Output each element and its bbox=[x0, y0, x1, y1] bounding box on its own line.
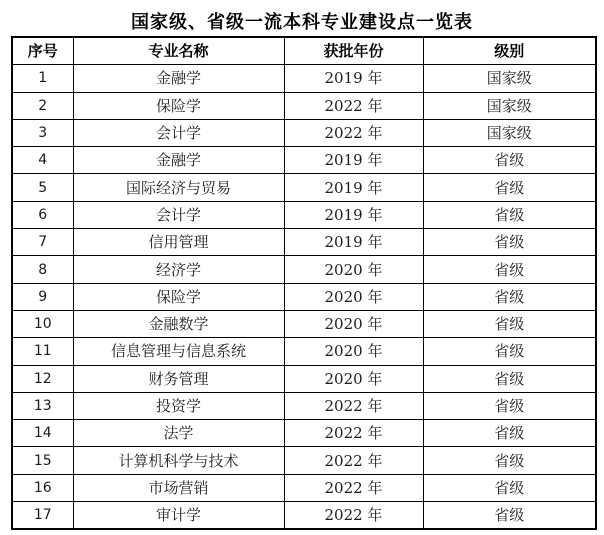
seq-cell: 17 bbox=[12, 502, 73, 530]
year-cell: 2022 年 bbox=[284, 92, 423, 119]
year-cell: 2020 年 bbox=[284, 310, 423, 337]
table-row bbox=[12, 147, 596, 174]
level-cell: 省级 bbox=[423, 147, 596, 174]
level-cell: 省级 bbox=[423, 283, 596, 310]
year-cell: 2022 年 bbox=[284, 502, 423, 530]
seq-cell: 4 bbox=[12, 147, 73, 174]
page-title: 国家级、省级一流本科专业建设点一览表 bbox=[131, 12, 473, 33]
level-cell: 省级 bbox=[423, 502, 596, 530]
major-cell: 法学 bbox=[73, 420, 284, 447]
majors-table bbox=[11, 36, 597, 530]
table-row bbox=[12, 310, 596, 337]
major-cell: 金融数学 bbox=[73, 310, 284, 337]
year-cell: 2020 年 bbox=[284, 338, 423, 365]
level-cell: 省级 bbox=[423, 420, 596, 447]
level-cell: 国家级 bbox=[423, 119, 596, 146]
seq-cell: 10 bbox=[12, 310, 73, 337]
table-row bbox=[12, 119, 596, 146]
level-cell: 省级 bbox=[423, 174, 596, 201]
table-row bbox=[12, 229, 596, 256]
seq-cell: 8 bbox=[12, 256, 73, 283]
year-cell: 2019 年 bbox=[284, 229, 423, 256]
year-cell: 2020 年 bbox=[284, 365, 423, 392]
year-cell: 2022 年 bbox=[284, 119, 423, 146]
major-cell: 金融学 bbox=[73, 147, 284, 174]
header-seq: 序号 bbox=[12, 37, 73, 65]
table-row bbox=[12, 283, 596, 310]
major-cell: 信用管理 bbox=[73, 229, 284, 256]
header-row bbox=[12, 37, 596, 65]
major-cell: 市场营销 bbox=[73, 474, 284, 501]
level-cell: 省级 bbox=[423, 392, 596, 419]
level-cell: 省级 bbox=[423, 447, 596, 474]
table-row bbox=[12, 201, 596, 228]
major-cell: 保险学 bbox=[73, 283, 284, 310]
seq-cell: 12 bbox=[12, 365, 73, 392]
year-cell: 2020 年 bbox=[284, 283, 423, 310]
major-cell: 会计学 bbox=[73, 201, 284, 228]
seq-cell: 14 bbox=[12, 420, 73, 447]
major-cell: 信息管理与信息系统 bbox=[73, 338, 284, 365]
table-row bbox=[12, 502, 596, 530]
header-level: 级别 bbox=[423, 37, 596, 65]
level-cell: 省级 bbox=[423, 365, 596, 392]
year-cell: 2019 年 bbox=[284, 65, 423, 92]
major-cell: 计算机科学与技术 bbox=[73, 447, 284, 474]
year-cell: 2019 年 bbox=[284, 201, 423, 228]
major-cell: 会计学 bbox=[73, 119, 284, 146]
level-cell: 国家级 bbox=[423, 92, 596, 119]
seq-cell: 3 bbox=[12, 119, 73, 146]
major-cell: 财务管理 bbox=[73, 365, 284, 392]
year-cell: 2022 年 bbox=[284, 447, 423, 474]
table-row bbox=[12, 447, 596, 474]
major-cell: 经济学 bbox=[73, 256, 284, 283]
seq-cell: 5 bbox=[12, 174, 73, 201]
year-cell: 2019 年 bbox=[284, 147, 423, 174]
level-cell: 省级 bbox=[423, 256, 596, 283]
year-cell: 2019 年 bbox=[284, 174, 423, 201]
header-major: 专业名称 bbox=[73, 37, 284, 65]
seq-cell: 11 bbox=[12, 338, 73, 365]
seq-cell: 15 bbox=[12, 447, 73, 474]
table-row bbox=[12, 65, 596, 92]
major-cell: 审计学 bbox=[73, 502, 284, 530]
table-row bbox=[12, 420, 596, 447]
level-cell: 省级 bbox=[423, 310, 596, 337]
major-cell: 金融学 bbox=[73, 65, 284, 92]
seq-cell: 1 bbox=[12, 65, 73, 92]
level-cell: 省级 bbox=[423, 474, 596, 501]
year-cell: 2022 年 bbox=[284, 420, 423, 447]
table-row bbox=[12, 174, 596, 201]
level-cell: 省级 bbox=[423, 229, 596, 256]
table-row bbox=[12, 365, 596, 392]
major-cell: 国际经济与贸易 bbox=[73, 174, 284, 201]
seq-cell: 6 bbox=[12, 201, 73, 228]
year-cell: 2022 年 bbox=[284, 392, 423, 419]
table-row bbox=[12, 474, 596, 501]
major-cell: 保险学 bbox=[73, 92, 284, 119]
major-cell: 投资学 bbox=[73, 392, 284, 419]
table-row bbox=[12, 338, 596, 365]
table-row bbox=[12, 92, 596, 119]
year-cell: 2020 年 bbox=[284, 256, 423, 283]
seq-cell: 16 bbox=[12, 474, 73, 501]
year-cell: 2022 年 bbox=[284, 474, 423, 501]
table-header bbox=[12, 37, 596, 65]
level-cell: 省级 bbox=[423, 338, 596, 365]
level-cell: 国家级 bbox=[423, 65, 596, 92]
seq-cell: 2 bbox=[12, 92, 73, 119]
header-year: 获批年份 bbox=[284, 37, 423, 65]
seq-cell: 9 bbox=[12, 283, 73, 310]
level-cell: 省级 bbox=[423, 201, 596, 228]
table-body bbox=[12, 65, 596, 530]
table-row bbox=[12, 256, 596, 283]
table-row bbox=[12, 392, 596, 419]
seq-cell: 13 bbox=[12, 392, 73, 419]
seq-cell: 7 bbox=[12, 229, 73, 256]
